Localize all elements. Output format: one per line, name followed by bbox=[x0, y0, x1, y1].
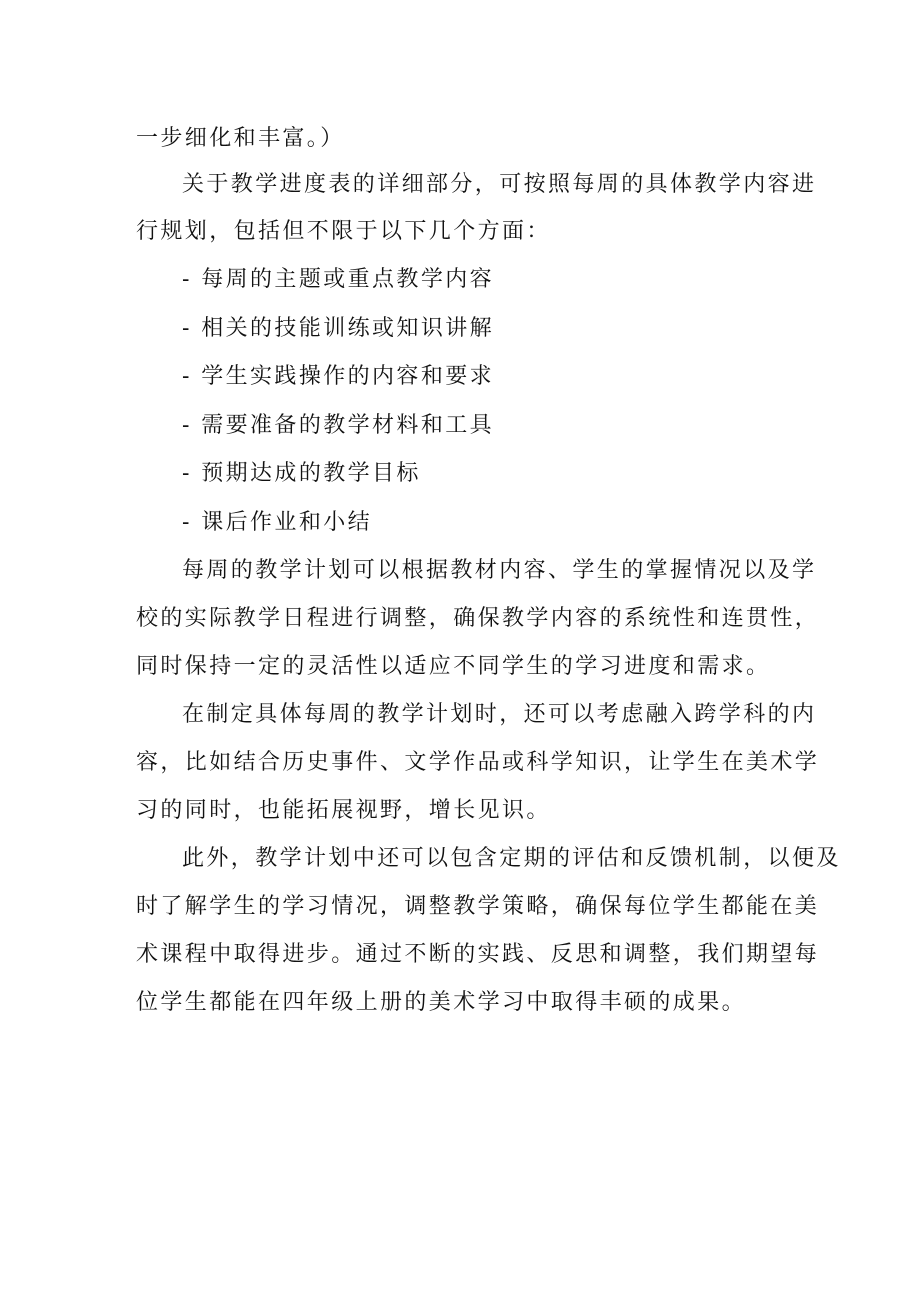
para4-line1: 此外，教学计划中还可以包含定期的评估和反馈机制，以便及 bbox=[182, 846, 841, 871]
para1-line2: 行规划，包括但不限于以下几个方面： bbox=[136, 219, 551, 244]
bullet-item: - 课后作业和小结 bbox=[182, 510, 373, 535]
bullet-item: - 预期达成的教学目标 bbox=[182, 461, 421, 486]
intro-tail-line: 一步细化和丰富。） bbox=[136, 126, 345, 151]
para3-line1: 在制定具体每周的教学计划时，还可以考虑融入跨学科的内 bbox=[182, 702, 817, 727]
bullet-item: - 相关的技能训练或知识讲解 bbox=[182, 316, 495, 341]
bullet-item: - 需要准备的教学材料和工具 bbox=[182, 413, 495, 438]
para4-line3: 术课程中取得进步。通过不断的实践、反思和调整，我们期望每 bbox=[136, 942, 820, 967]
para1-line1: 关于教学进度表的详细部分，可按照每周的具体教学内容进 bbox=[182, 172, 817, 197]
para2-line2: 校的实际教学日程进行调整，确保教学内容的系统性和连贯性， bbox=[136, 606, 820, 631]
bullet-item: - 每周的主题或重点教学内容 bbox=[182, 267, 495, 292]
para2-line1: 每周的教学计划可以根据教材内容、学生的掌握情况以及学 bbox=[182, 558, 817, 583]
para4-line2: 时了解学生的学习情况，调整教学策略，确保每位学生都能在美 bbox=[136, 894, 820, 919]
bullet-item: - 学生实践操作的内容和要求 bbox=[182, 364, 495, 389]
para3-line2: 容，比如结合历史事件、文学作品或科学知识，让学生在美术学 bbox=[136, 750, 820, 775]
para4-line4: 位学生都能在四年级上册的美术学习中取得丰硕的成果。 bbox=[136, 990, 747, 1015]
para2-line3: 同时保持一定的灵活性以适应不同学生的学习进度和需求。 bbox=[136, 654, 771, 679]
para3-line3: 习的同时，也能拓展视野，增长见识。 bbox=[136, 798, 551, 823]
